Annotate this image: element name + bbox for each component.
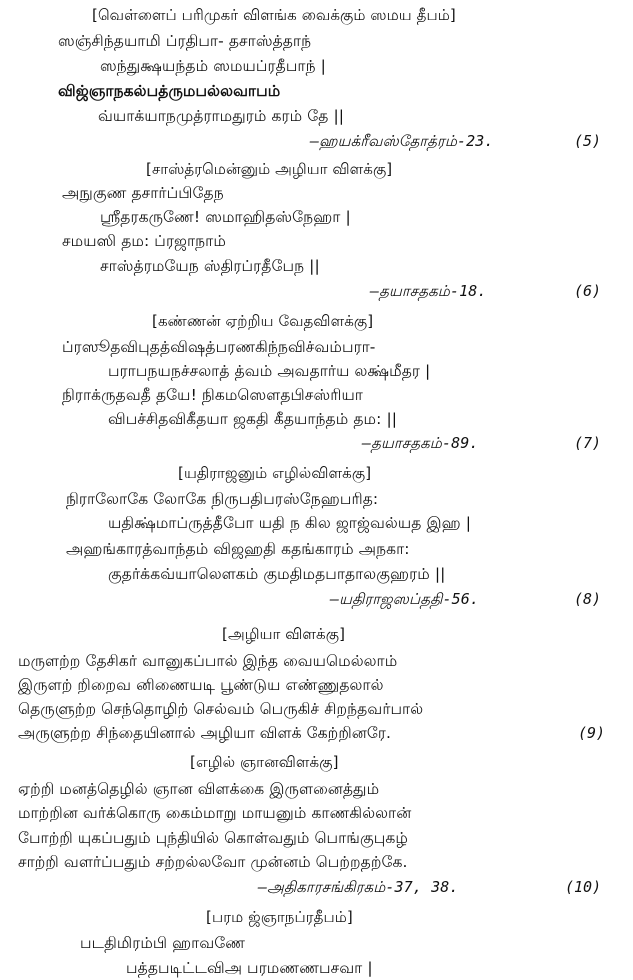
verse-line: மருளற்ற தேசிகர் வானுகப்பால் இந்த வையமெல்லாம் xyxy=(18,652,398,670)
verse-reference: —அதிகாரசங்கிரகம்-37, 38. xyxy=(258,878,459,896)
verse-number: (7) xyxy=(574,434,602,452)
verse-line: பத்தபடிட்டவிஅ பரமணணபசவா | xyxy=(126,959,373,977)
verse-line: அஹங்காரத்வாந்தம் விஜஹதி கதங்காரம் அநகா: xyxy=(66,540,410,558)
section-heading: [எழில் ஞானவிளக்கு] xyxy=(190,753,339,771)
verse-number: (9) xyxy=(578,724,606,742)
verse-line: வ்யாக்யாநமுத்ராமதுரம் கரம் தே || xyxy=(98,107,345,125)
verse-line: சாஸ்த்ரமயேந ஸ்திரப்ரதீபேந || xyxy=(100,257,320,275)
verse-line: மாற்றின வர்க்கொரு கைம்மாறு மாயனும் காணகில்லான் xyxy=(18,804,412,822)
verse-line: அநுகுண தசார்ப்பிதேந xyxy=(62,184,224,202)
verse-line: அருளுற்ற சிந்தையினால் அழியா விளக் கேற்றினரே. xyxy=(18,724,392,742)
verse-line: இருளற் றிறைவ னிணையடி பூண்டுய எண்ணுதலால் xyxy=(18,676,384,694)
section-heading: [பரம ஜ்ஞாநப்ரதீபம்] xyxy=(206,908,353,926)
verse-line: நிராலோகே லோகே நிருபதிபரஸ்நேஹபரித: xyxy=(66,490,379,508)
section-heading: [அழியா விளக்கு] xyxy=(222,625,346,643)
verse-reference: —தயாசதகம்-89. xyxy=(362,434,479,452)
verse-reference: —தயாசதகம்-18. xyxy=(370,282,487,300)
verse-line: ப்ரஸூதவிபுதத்விஷத்பரணகிந்நவிச்வம்பரா- xyxy=(62,338,376,356)
verse-line: சமயஸி தம: ப்ரஜாநாம் xyxy=(62,232,226,250)
verse-line: தெருளுற்ற செந்தொழிற் செல்வம் பெருகிச் சிறந்தவர்பால் xyxy=(18,700,424,718)
verse-reference: —ஹயக்ரீவஸ்தோத்ரம்-23. xyxy=(310,132,494,150)
verse-line: ஸஞ்சிந்தயாமி ப்ரதிபா- தசாஸ்த்தாந் xyxy=(58,32,312,50)
verse-line: சாற்றி வளர்ப்பதும் சற்றல்லவோ முன்னம் பெற்றதற்கே. xyxy=(18,853,408,871)
verse-reference: —யதிராஜஸப்ததி-56. xyxy=(330,590,480,608)
verse-line: நிராக்ருதவதீ தயே! நிகமஸெளதபிசஸ்ரியா xyxy=(62,386,363,404)
verse-line: விஜ்ஞாநகல்பத்ருமபல்லவாபம் xyxy=(58,82,281,100)
section-heading: [சாஸ்த்ரமென்னும் அழியா விளக்கு] xyxy=(146,160,393,178)
verse-line: குதர்க்கவ்யாலெளகம் குமதிமதபாதாலகுஹரம் || xyxy=(108,565,446,583)
verse-line: போற்றி யுகப்பதும் புந்தியில் கொள்வதும் பொங்குபுகழ் xyxy=(18,829,408,847)
verse-line: ஸந்துக்ஷயந்தம் ஸமயப்ரதீபாந் | xyxy=(100,57,326,75)
verse-line: யதிக்ஷ்மாப்ருத்தீபோ யதி ந கில ஜாஜ்வல்யத இஹ | xyxy=(108,514,472,532)
verse-line: ஏற்றி மனத்தெழில் ஞான விளக்கை இருளனைத்தும் xyxy=(18,780,380,798)
verse-line: விபச்சிதவிகீதயா ஜகதி கீதயாந்தம் தம: || xyxy=(108,410,398,428)
verse-line: பராபநயநச்சலாத் த்வம் அவதார்ய லக்ஷ்மீதர | xyxy=(108,362,431,380)
verse-number: (8) xyxy=(574,590,602,608)
verse-line: ஸ்ரீதரகருணே! ஸமாஹிதஸ்நேஹா | xyxy=(100,208,351,226)
section-heading: [யதிராஜனும் எழில்விளக்கு] xyxy=(178,464,372,482)
verse-line: படதிமிரம்பி ஹாவணே xyxy=(80,934,246,952)
section-heading: [வெள்ளைப் பரிமுகர் விளங்க வைக்கும் ஸமய தீபம்] xyxy=(92,6,456,24)
verse-number: (10) xyxy=(565,878,602,896)
section-heading: [கண்ணன் ஏற்றிய வேதவிளக்கு] xyxy=(152,312,374,330)
verse-number: (5) xyxy=(574,132,602,150)
verse-number: (6) xyxy=(574,282,602,300)
